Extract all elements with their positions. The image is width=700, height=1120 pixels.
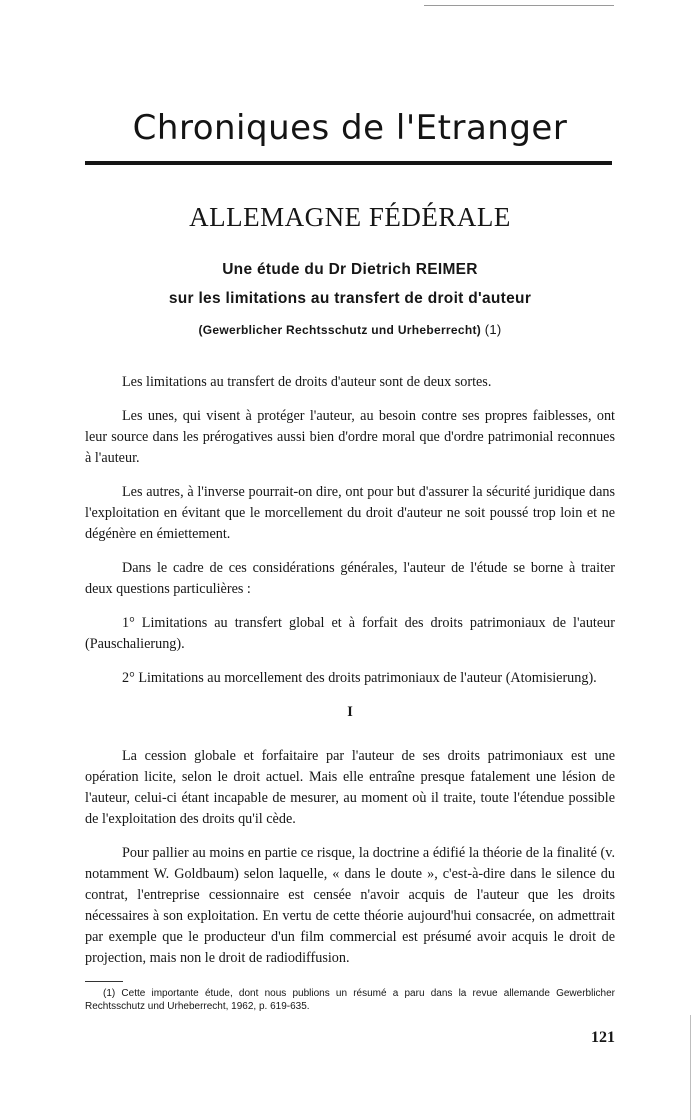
scan-edge-line bbox=[690, 1015, 691, 1120]
paragraph: Les limitations au transfert de droits d'auteur sont de deux sortes. bbox=[122, 374, 492, 390]
article-body bbox=[85, 372, 615, 982]
journal-name: (Gewerblicher Rechtsschutz und Urheberrecht) bbox=[198, 323, 482, 337]
top-edge-rule bbox=[424, 5, 614, 6]
paragraph: Pour pallier au moins en partie ce risque, la doctrine a édifié la théorie de la finalité (v. notamment W. Goldbaum) selon laquelle, « dans le doute », c'est-à-dire dans le silence du contrat, l'entreprise cessionnaire est censée n'avoir acquis de l'auteur que les droits nécessaires à son exploitation. En vertu de cette théorie aujourd'hui consacrée, on admettrait par exemple que le producteur d'un film commercial est présumé avoir acquis le droit de projection, mais non le droit de radiodiffusion. bbox=[85, 845, 615, 966]
paragraph: Les unes, qui visent à protéger l'auteur, au besoin contre ses propres faiblesses, ont leur source dans les prérogatives aussi bien d'ordre moral que d'ordre patrimonial reconnues à l'auteur. bbox=[85, 408, 615, 466]
section-heading: I bbox=[347, 704, 353, 720]
paragraph: Dans le cadre de ces considérations générales, l'auteur de l'étude se borne à traiter deux questions particulières : bbox=[85, 560, 615, 597]
section-header-title: Chroniques de l'Etranger bbox=[132, 108, 568, 148]
paragraph: Les autres, à l'inverse pourrait-on dire, ont pour but d'assurer la sécurité juridique dans l'exploitation en évitant que le morcellement du droit d'auteur ne soit poussé trop loin et ne dégénère en émiettement. bbox=[85, 484, 615, 542]
article-subtitle-line-1: Une étude du Dr Dietrich REIMER bbox=[222, 261, 478, 278]
paragraph: 1° Limitations au transfert global et à forfait des droits patrimoniaux de l'auteur (Pauschalierung). bbox=[85, 615, 615, 652]
header-rule bbox=[85, 161, 612, 165]
footnote-rule bbox=[85, 981, 123, 982]
paragraph: 2° Limitations au morcellement des droits patrimoniaux de l'auteur (Atomisierung). bbox=[122, 670, 597, 686]
article-country-heading: ALLEMAGNE FÉDÉRALE bbox=[189, 202, 511, 232]
paragraph: La cession globale et forfaitaire par l'auteur de ses droits patrimoniaux est une opération licite, selon le droit actuel. Mais elle entraîne presque fatalement une lésion de l'auteur, celui-ci étant incapable de mesurer, au moment où il traite, toute l'étendue possible de l'exploitation des droits qu'il cède. bbox=[85, 748, 615, 827]
article-subtitle-line-2: sur les limitations au transfert de droit d'auteur bbox=[168, 290, 532, 307]
footnote: (1) Cette importante étude, dont nous publions un résumé a paru dans la revue allemande Gewerblicher Rechtsschutz und Urheberrecht, 1962, p. 619-635. bbox=[85, 988, 615, 1012]
footnote-reference: (1) bbox=[484, 322, 502, 337]
article-subtitle-line-3 bbox=[80, 322, 620, 337]
page-number: 121 bbox=[591, 1029, 615, 1046]
